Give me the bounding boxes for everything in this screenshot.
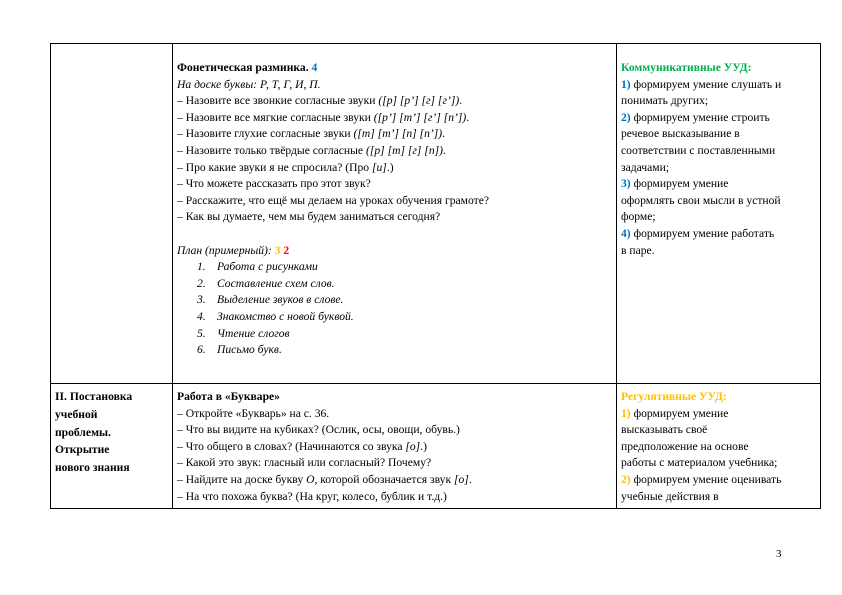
uud-line: [621, 110, 816, 127]
question-text: – Назовите все звонкие согласные звуки: [177, 94, 379, 108]
plan-list: [177, 259, 612, 359]
uud-number: 2): [621, 110, 631, 124]
question-text: – Что можете рассказать про этот звук?: [177, 177, 371, 191]
sound-notation: ([р] [т] [г] [п]): [365, 143, 443, 157]
table-row: [51, 384, 821, 509]
activity-title-line: [177, 60, 612, 77]
question-text: – Найдите на доске букву: [177, 472, 307, 486]
question-tail: .): [386, 160, 394, 174]
uud-text: учебные действия в: [621, 489, 719, 503]
question-text: – Назовите все мягкие согласные звуки: [177, 110, 374, 124]
plan-mark-a: 3: [274, 243, 281, 257]
sound-notation: ([р] [р’] [г] [г’]): [378, 94, 460, 108]
question-tail: , которой обозначается звук: [314, 472, 454, 486]
uud-title-regulative: Регулятивные УУД:: [621, 390, 727, 403]
plan-item-text: Чтение слогов: [217, 326, 290, 340]
question-line: [177, 110, 612, 127]
sound-notation: ([р’] [т’] [г’] [п’]): [373, 110, 467, 124]
uud-text: работы с материалом учебника;: [621, 456, 778, 470]
uud-list: [621, 406, 816, 506]
sound-notation: ([т] [т’] [п] [п’]): [353, 127, 443, 141]
question-text: – Как вы думаете, чем мы будем заниматься сегодня?: [177, 210, 441, 224]
question-line: [177, 406, 612, 423]
sound-notation: [и]: [372, 160, 387, 174]
plan-item-number: 4.: [197, 309, 206, 323]
uud-text: формируем умение оценивать: [630, 472, 782, 486]
uud-text: речевое высказывание в: [621, 127, 740, 141]
uud-line: [621, 143, 816, 160]
plan-item-text: Письмо букв.: [217, 343, 282, 357]
uud-cell: [617, 384, 821, 509]
uud-text: формируем умение: [630, 177, 729, 191]
question-line: [177, 193, 612, 210]
sound-notation: О: [306, 472, 315, 486]
question-text: – На что похожа буква? (На круг, колесо, бублик и т.д.): [177, 489, 447, 503]
plan-title-line: [177, 243, 612, 260]
plan-item-text: Работа с рисунками: [217, 260, 318, 274]
uud-text: формируем умение: [630, 406, 729, 420]
plan-item-number: 6.: [197, 343, 206, 357]
stage-cell-empty: [51, 44, 173, 384]
plan-item-number: 3.: [197, 293, 206, 307]
sound-notation: [о]: [453, 472, 469, 486]
plan-item: [197, 259, 612, 276]
uud-line: [621, 226, 816, 243]
plan-title: План (примерный):: [177, 243, 272, 257]
uud-line: [621, 176, 816, 193]
plan-item: [197, 326, 612, 343]
plan-item-text: Выделение звуков в слове.: [217, 293, 344, 307]
sound-notation: [о]: [405, 439, 421, 453]
stage-line: Открытие: [55, 443, 110, 457]
plan-item-number: 2.: [197, 276, 206, 290]
question-tail: .: [443, 143, 446, 157]
stage-cell: [51, 384, 173, 509]
uud-line: [621, 422, 816, 439]
question-line: [177, 93, 612, 110]
plan-item-number: 5.: [197, 326, 206, 340]
question-line: [177, 126, 612, 143]
plan-item: [197, 309, 612, 326]
question-text: – Что общего в словах? (Начинаются со звука: [177, 439, 406, 453]
uud-text: оформлять свои мысли в устной: [621, 193, 781, 207]
question-line: [177, 160, 612, 177]
plan-item-text: Знакомство с новой буквой.: [217, 309, 354, 323]
uud-text: формируем умение строить: [630, 110, 770, 124]
question-text: – Что вы видите на кубиках? (Ослик, осы, овощи, обувь.): [177, 423, 460, 437]
activity-cell: [173, 384, 617, 509]
uud-number: 4): [621, 226, 631, 240]
uud-text: формируем умение работать: [630, 226, 775, 240]
uud-number: 1): [621, 406, 631, 420]
uud-line: [621, 455, 816, 472]
uud-line: [621, 209, 816, 226]
question-line: [177, 472, 612, 489]
uud-line: [621, 406, 816, 423]
question-line: [177, 176, 612, 193]
activity-mark: 4: [311, 61, 318, 74]
activity-cell: [173, 44, 617, 384]
question-tail: .): [420, 439, 427, 453]
uud-number: 3): [621, 177, 631, 191]
activity-title: Работа в «Букваре»: [177, 390, 280, 403]
question-tail: .: [466, 110, 470, 124]
page-number: 3: [776, 548, 782, 560]
uud-text: формируем умение слушать и: [630, 77, 782, 91]
question-line: [177, 422, 612, 439]
table-row: [51, 44, 821, 384]
uud-title-communicative: Коммуникативные УУД:: [621, 61, 752, 74]
question-tail: .: [459, 94, 463, 108]
uud-text: форме;: [621, 210, 656, 224]
stage-line: учебной: [55, 407, 98, 421]
stage-title: [51, 384, 172, 477]
question-text: – Откройте «Букварь» на с. 36.: [177, 406, 330, 420]
question-text: – Назовите глухие согласные звуки: [177, 127, 354, 141]
question-text: – Про какие звуки я не спросила? (Про: [177, 160, 372, 174]
uud-text: высказывать своё: [621, 423, 708, 437]
board-letters: На доске буквы: Р, Т, Г, И, П.: [177, 77, 321, 91]
lesson-table: [50, 43, 821, 509]
plan-item: [197, 276, 612, 293]
uud-number: 2): [621, 472, 631, 486]
uud-text: понимать других;: [621, 94, 709, 108]
uud-line: [621, 126, 816, 143]
uud-text: соответствии с поставленными: [621, 143, 776, 157]
uud-text: предположение на основе: [621, 439, 749, 453]
plan-item: [197, 292, 612, 309]
stage-line: проблемы.: [55, 425, 111, 439]
uud-line: [621, 193, 816, 210]
uud-list: [621, 77, 816, 260]
plan-item-number: 1.: [197, 260, 206, 274]
stage-line: II. Постановка: [55, 390, 133, 403]
uud-text: задачами;: [621, 160, 670, 174]
uud-line: [621, 472, 816, 489]
uud-line: [621, 160, 816, 177]
question-list: [177, 406, 612, 506]
uud-line: [621, 77, 816, 94]
question-line: [177, 455, 612, 472]
uud-line: [621, 439, 816, 456]
plan-item: [197, 342, 612, 359]
question-text: – Расскажите, что ещё мы делаем на уроках обучения грамоте?: [177, 193, 489, 207]
plan-mark-b: 2: [283, 243, 290, 257]
question-text: – Назовите только твёрдые согласные: [177, 143, 366, 157]
question-line: [177, 489, 612, 506]
question-line: [177, 143, 612, 160]
uud-line: [621, 93, 816, 110]
uud-line: [621, 243, 816, 260]
uud-text: в паре.: [621, 243, 655, 257]
uud-cell: [617, 44, 821, 384]
activity-title: Фонетическая разминка.: [177, 61, 309, 74]
uud-number: 1): [621, 77, 631, 91]
uud-line: [621, 489, 816, 506]
question-text: – Какой это звук: гласный или согласный? Почему?: [177, 456, 432, 470]
plan-item-text: Составление схем слов.: [217, 276, 335, 290]
question-tail: .: [468, 472, 472, 486]
question-tail: .: [442, 127, 446, 141]
stage-line: нового знания: [55, 461, 130, 475]
question-list: [177, 93, 612, 226]
question-line: [177, 209, 612, 226]
question-line: [177, 439, 612, 456]
